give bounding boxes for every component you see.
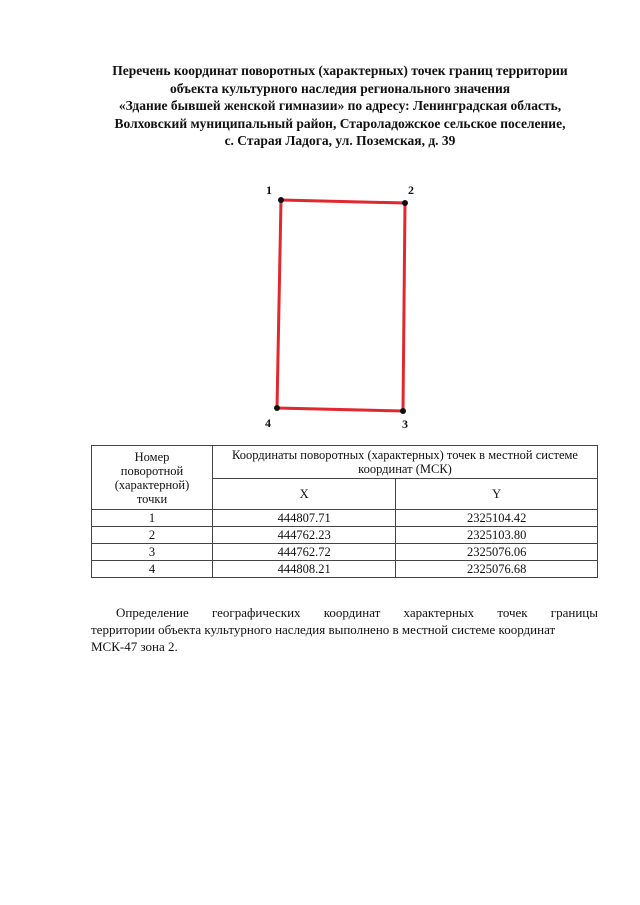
- table-header-row: [92, 446, 598, 479]
- title-line-5: с. Старая Ладога, ул. Поземская, д. 39: [224, 133, 456, 148]
- coordinates-table: [91, 445, 598, 578]
- note-line-1: Определение географических координат характерных точек границы: [116, 605, 598, 620]
- cell-point-number: 4: [92, 561, 213, 578]
- cell-x: 444762.72: [213, 544, 396, 561]
- point-label-1: 1: [266, 183, 272, 197]
- point-label-4: 4: [265, 416, 271, 430]
- note-line-2: территории объекта культурного наследия выполнено в местной системе координат: [91, 622, 556, 637]
- cell-x: 444762.23: [213, 527, 396, 544]
- point-label-3: 3: [402, 417, 408, 431]
- cell-point-number: 2: [92, 527, 213, 544]
- point-marker-2: [402, 200, 408, 206]
- note-line-3: МСК-47 зона 2.: [91, 639, 178, 654]
- point-marker-4: [274, 405, 280, 411]
- cell-y: 2325076.68: [396, 561, 598, 578]
- header-number-line: поворотной: [120, 463, 184, 478]
- point-marker-3: [400, 408, 406, 414]
- table-row: [92, 510, 598, 527]
- boundary-polygon: [277, 200, 405, 411]
- title-line-1: Перечень координат поворотных (характерных) точек границ территории: [112, 63, 568, 78]
- cell-y: 2325076.06: [396, 544, 598, 561]
- table-row: [92, 527, 598, 544]
- cell-point-number: 1: [92, 510, 213, 527]
- title-line-4: Волховский муниципальный район, Староладожское сельское поселение,: [114, 115, 566, 131]
- cell-y: 2325104.42: [396, 510, 598, 527]
- point-label-2: 2: [408, 183, 414, 197]
- cell-y: 2325103.80: [396, 527, 598, 544]
- title-line-2: объекта культурного наследия регионального значения: [169, 80, 511, 96]
- header-number-line: (характерной): [114, 477, 190, 492]
- header-y: Y: [396, 479, 598, 510]
- header-x: X: [213, 479, 396, 510]
- point-marker-1: [278, 197, 284, 203]
- cell-x: 444807.71: [213, 510, 396, 527]
- header-number-line: Номер: [134, 449, 170, 464]
- cell-point-number: 3: [92, 544, 213, 561]
- header-number-line: точки: [136, 491, 168, 506]
- header-point-number: [92, 446, 213, 510]
- cell-x: 444808.21: [213, 561, 396, 578]
- table-row: [92, 544, 598, 561]
- table-row: [92, 561, 598, 578]
- title-line-3: «Здание бывшей женской гимназии» по адресу: Ленинградская область,: [118, 98, 562, 113]
- header-coordinates: Координаты поворотных (характерных) точек в местной системе координат (МСК): [213, 446, 598, 479]
